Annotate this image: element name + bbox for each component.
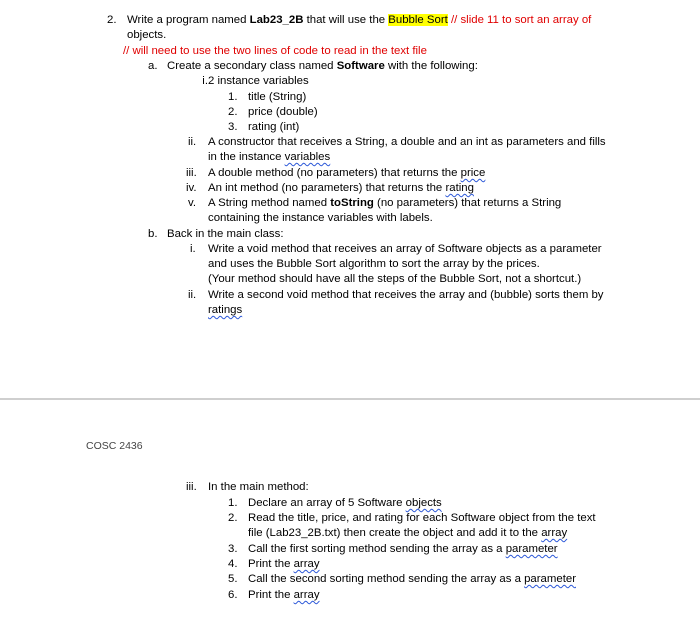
item-b-i-continuation: and uses the Bubble Sort algorithm to sort the array by the prices.	[208, 258, 540, 270]
list-marker: iv.	[186, 182, 197, 194]
item-text: A String method named	[208, 197, 331, 209]
list-item	[228, 588, 320, 603]
item-text: file (Lab23_2B.txt) then create the object and add it to the	[248, 527, 542, 539]
list-item	[228, 542, 558, 557]
item-b-i-note: (Your method should have all the steps of the Bubble Sort, not a shortcut.)	[208, 273, 582, 285]
item-a-ii	[188, 135, 606, 150]
item-text: price (double)	[248, 106, 318, 118]
spellcheck-word: ratings	[208, 304, 243, 316]
item-a-v-continuation: containing the instance variables with labels.	[208, 212, 433, 224]
q2-text-mid: that will use the	[303, 14, 389, 26]
list-marker: b.	[148, 228, 158, 240]
item-b	[148, 227, 284, 242]
list-item	[228, 572, 576, 587]
slide-reference: // slide 11 to sort an array of	[447, 14, 592, 26]
list-marker: 1.	[228, 497, 238, 509]
item-text: Declare an array of 5 Software	[248, 497, 406, 509]
list-item	[228, 105, 318, 120]
course-code: COSC 2436	[86, 440, 143, 452]
item-text: Read the title, price, and rating for each Software object from the text	[248, 512, 596, 524]
item-a	[148, 59, 478, 74]
list-item	[228, 90, 306, 105]
item-text: title (String)	[248, 91, 307, 103]
item-b-i	[190, 242, 602, 257]
spellcheck-word: array	[541, 527, 568, 539]
list-marker: 3.	[228, 121, 238, 133]
item-b-iii	[186, 480, 309, 495]
item-text: Print the	[248, 558, 294, 570]
list-item	[228, 557, 320, 572]
list-marker: iii.	[186, 167, 197, 179]
item-text: Call the first sorting method sending the array as a	[248, 543, 506, 555]
list-marker: ii.	[188, 289, 197, 301]
item-a-i	[190, 74, 309, 89]
item-b-ii-continuation	[208, 303, 242, 318]
item-a-text-end: with the following:	[384, 60, 478, 72]
item-text: A constructor that receives a String, a double and an int as parameters and fills	[208, 136, 606, 148]
list-item	[228, 120, 299, 135]
item-a-iv	[186, 181, 474, 196]
list-marker: 1.	[228, 91, 238, 103]
spellcheck-word: variables	[284, 151, 331, 163]
question-number: 2.	[107, 14, 117, 26]
list-marker: i.	[190, 243, 196, 255]
item-text: Write a void method that receives an array of Software objects as a parameter	[208, 243, 602, 255]
spellcheck-word: parameter	[505, 543, 558, 555]
list-marker: 2.	[228, 106, 238, 118]
item-text: Call the second sorting method sending the array as a	[248, 573, 525, 585]
list-marker: a.	[148, 60, 158, 72]
list-item	[228, 496, 442, 511]
item-a-text: Create a secondary class named	[167, 60, 337, 72]
list-item-continuation	[248, 526, 567, 541]
list-marker: 4.	[228, 558, 238, 570]
item-text: Print the	[248, 589, 294, 601]
item-a-v	[188, 196, 561, 211]
item-b-ii	[188, 288, 604, 303]
spellcheck-word: objects	[405, 497, 442, 509]
item-a-ii-continuation	[208, 150, 330, 165]
item-text: in the instance	[208, 151, 285, 163]
q2-text: Write a program named	[127, 14, 250, 26]
list-marker: i.	[202, 75, 208, 87]
list-item	[228, 511, 596, 526]
document-page-2	[0, 400, 700, 634]
item-text: In the main method:	[208, 481, 309, 493]
method-name: toString	[330, 197, 374, 209]
spellcheck-word: array	[293, 558, 320, 570]
item-text: An int method (no parameters) that returns the	[208, 182, 446, 194]
item-text: Write a second void method that receives the array and (bubble) sorts them by	[208, 289, 604, 301]
item-text: rating (int)	[248, 121, 300, 133]
question-2-continuation: objects.	[127, 29, 167, 41]
list-marker: ii.	[188, 136, 197, 148]
spellcheck-word: rating	[445, 182, 474, 194]
item-text: Back in the main class:	[167, 228, 284, 240]
list-marker: iii.	[186, 481, 197, 493]
item-text-end: (no parameters) that returns a String	[373, 197, 562, 209]
class-name: Software	[336, 60, 385, 72]
item-a-iii	[186, 166, 485, 181]
item-text: A double method (no parameters) that returns the	[208, 167, 461, 179]
spellcheck-word: price	[460, 167, 486, 179]
item-text: 2 instance variables	[208, 75, 309, 87]
code-comment: // will need to use the two lines of code to read in the text file	[123, 45, 427, 57]
spellcheck-word: parameter	[524, 573, 576, 585]
program-name: Lab23_2B	[249, 14, 304, 26]
list-marker: 2.	[228, 512, 238, 524]
list-marker: 5.	[228, 573, 238, 585]
list-marker: 6.	[228, 589, 238, 601]
spellcheck-word: array	[293, 589, 320, 601]
list-marker: 3.	[228, 543, 238, 555]
question-2-line	[107, 13, 591, 28]
list-marker: v.	[188, 197, 197, 209]
highlighted-text: Bubble Sort	[388, 14, 448, 26]
